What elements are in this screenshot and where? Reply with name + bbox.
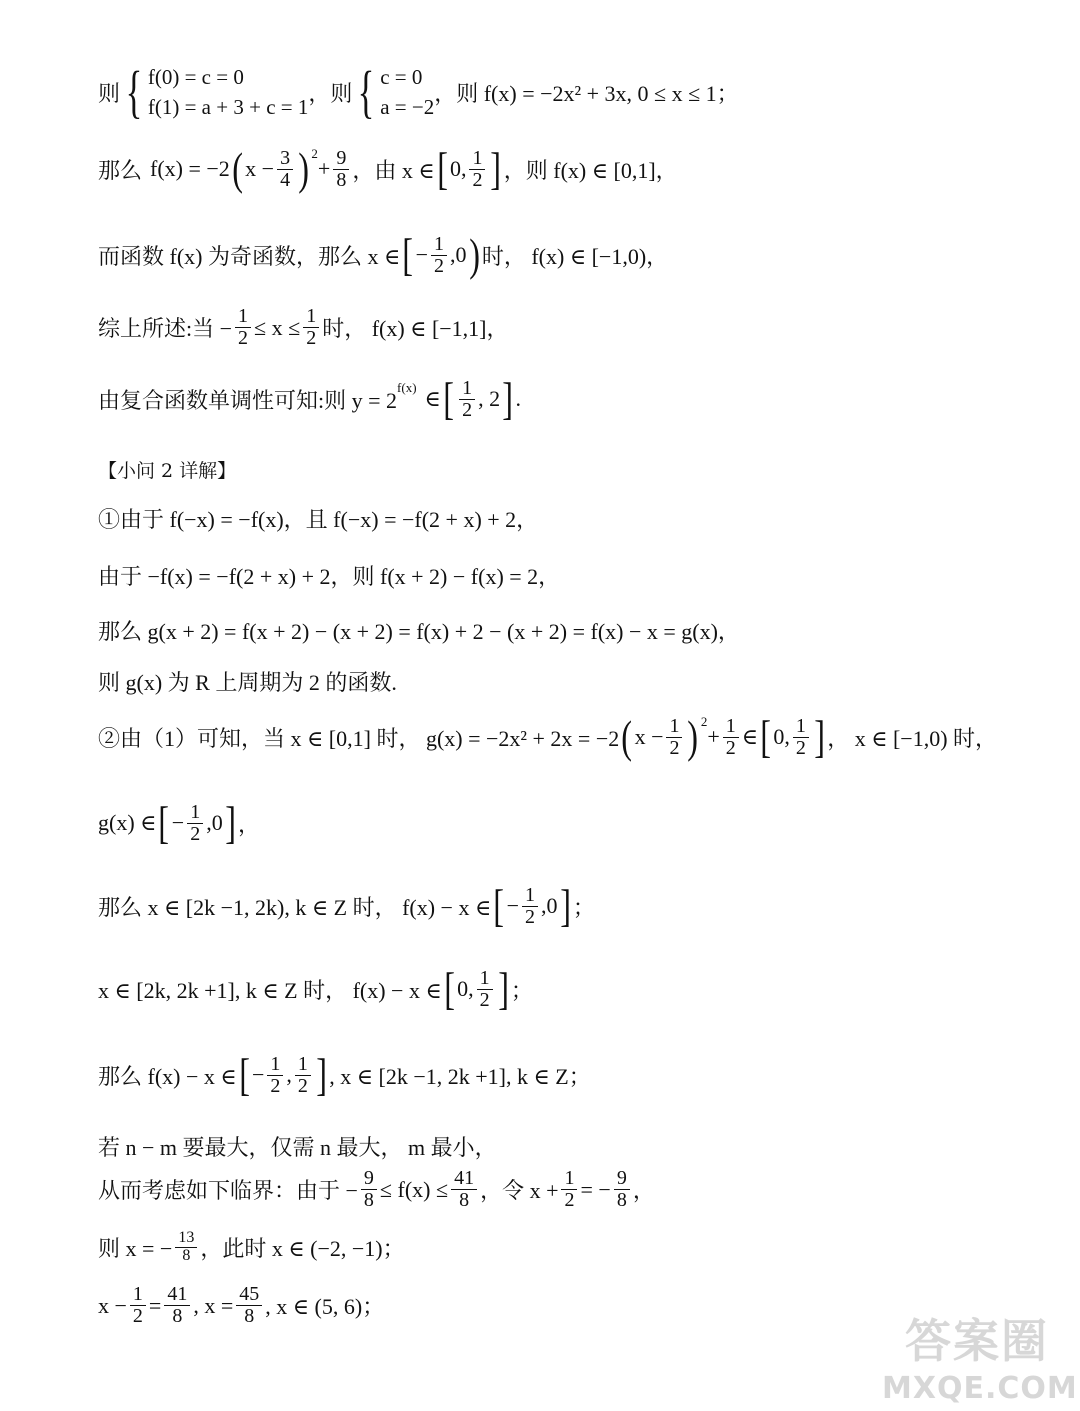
fraction: $\frac{1}{2}$ (469, 148, 485, 191)
equation-line-12: 那么 x ∈ [2k −1, 2k), k ∈ Z 时， f(x) − x ∈ [ − $\frac{1}{2}$ ,0 ] ； (98, 880, 595, 931)
text: 时， f(x) ∈ [−1,0)， (481, 243, 669, 269)
equation-line-7: 由于 −f(x) = −f(2 + x) + 2，则 f(x + 2) − f(x) = 2， (98, 564, 561, 589)
equation-line-13: x ∈ [2k, 2k +1], k ∈ Z 时， f(x) − x ∈ [ 0, $\frac{1}{2}$ ] ； (98, 963, 533, 1014)
text: ， (632, 1178, 655, 1203)
equation-line-9: 则 g(x) 为 R 上周期为 2 的函数. (98, 670, 397, 695)
fraction: $\frac{1}{2}$ (477, 968, 493, 1011)
system-row: c = 0 (380, 65, 423, 89)
fraction: $\frac{1}{2}$ (666, 716, 682, 759)
text: g(x) ∈ (98, 810, 157, 835)
fraction: $\frac{1}{2}$ (187, 802, 203, 845)
text: ，由 x ∈ (352, 157, 435, 183)
text: f(x) = −2 (150, 156, 230, 181)
text: 综上所述:当 − (98, 316, 233, 341)
text: x − (634, 724, 664, 749)
text: 从而考虑如下临界：由于 − (98, 1178, 358, 1203)
equation-line-18 (98, 1284, 384, 1327)
fraction: $\frac{1}{2}$ (793, 716, 809, 759)
fraction: $\frac{13}{8}$ (175, 1230, 197, 1265)
text: . (515, 386, 521, 411)
fraction: $\frac{45}{8}$ (236, 1284, 262, 1327)
fraction: $\frac{1}{2}$ (431, 234, 447, 277)
fraction: $\frac{1}{2}$ (235, 306, 251, 349)
equation-line-15: 若 n − m 要最大，仅需 n 最大， m 最小， (98, 1135, 497, 1160)
equation-line-4 (98, 306, 509, 349)
fraction: $\frac{1}{2}$ (522, 885, 538, 928)
text: x ∈ [2k, 2k +1], k ∈ Z 时， f(x) − x ∈ (98, 977, 442, 1003)
text: = − (580, 1176, 611, 1202)
fraction: $\frac{9}{8}$ (333, 148, 349, 191)
text: 由复合函数单调性可知:则 y = 2 (98, 387, 398, 413)
equation-line-1 (98, 59, 739, 125)
watermark-text: 答案圈 (905, 1314, 1049, 1368)
system-row: a = −2 (380, 95, 435, 120)
text: ，则 (308, 80, 353, 106)
text: ， x ∈ [−1,0) 时， (827, 725, 998, 751)
left-brace: { (125, 59, 143, 125)
fraction: $\frac{9}{8}$ (361, 1168, 377, 1211)
text: ； (572, 894, 595, 920)
equation-line-5: 由复合函数单调性可知:则 y = 2 $^{f(x)}$ ∈ [ $\frac{1}{2}$ , 2 ] . (98, 373, 521, 424)
fraction: $\frac{3}{4}$ (277, 148, 293, 191)
fraction: $\frac{41}{8}$ (164, 1284, 190, 1327)
text: 那么 x ∈ [2k −1, 2k), k ∈ Z 时， f(x) − x ∈ (98, 894, 492, 920)
fraction: $\frac{1}{2}$ (459, 378, 475, 421)
fraction: $\frac{1}{2}$ (295, 1054, 311, 1097)
text: ≤ x ≤ (254, 314, 301, 340)
text: x − (98, 1292, 127, 1318)
text: ， (238, 811, 261, 837)
fraction: $\frac{1}{2}$ (303, 306, 319, 349)
system-row: f(1) = a + 3 + c = 1 (147, 95, 309, 120)
equation-line-3: 而函数 f(x) 为奇函数，那么 x ∈ [ − $\frac{1}{2}$ ,0 ) 时， f(x) ∈ [−1,0)， (98, 229, 669, 280)
text: , x ∈ [2k −1, 2k +1], k ∈ Z； (329, 1063, 591, 1089)
equation-line-2: 那么 f(x) = −2 ( x − $\frac{3}{4}$ ) $^2$ + $\frac{9}{8}$ ，由 x ∈ [ 0, $\frac{1}{2}$ ] ，则 f(x) ∈ [0,1]， (98, 143, 678, 194)
text: , 2 (478, 386, 501, 411)
equation-line-17 (98, 1230, 405, 1265)
equation-line-6: ①由于 f(−x) = −f(x)，且 f(−x) = −f(2 + x) + 2， (98, 507, 539, 532)
watermark-logo (882, 1305, 1078, 1406)
text: 那么 f(x) − x ∈ (98, 1063, 237, 1089)
equation-line-8: 那么 g(x + 2) = f(x + 2) − (x + 2) = f(x) + 2 − (x + 2) = f(x) − x = g(x)， (98, 619, 740, 644)
text: ，令 x + (480, 1178, 559, 1203)
fraction: $\frac{1}{2}$ (130, 1284, 146, 1327)
text: ，则 f(x) = −2x² + 3x, 0 ≤ x ≤ 1； (434, 80, 739, 106)
text: , x = (193, 1292, 234, 1318)
system-row: f(0) = c = 0 (147, 65, 244, 89)
text: ∈ (741, 724, 759, 749)
equation-system-1 (120, 59, 309, 125)
watermark-url: MXQE.COM (882, 1371, 1078, 1406)
left-brace: { (357, 59, 375, 125)
text: 而函数 f(x) 为奇函数，那么 x ∈ (98, 243, 401, 269)
text: ∈ (424, 386, 441, 411)
text: + (707, 724, 720, 749)
equation-line-11: g(x) ∈ [ − $\frac{1}{2}$ ,0 ] ， (98, 797, 261, 848)
text: ，则 f(x) ∈ [0,1]， (503, 157, 678, 183)
text: ； (510, 977, 533, 1003)
fraction: $\frac{1}{2}$ (723, 716, 739, 759)
text: ，此时 x ∈ (−2, −1)； (200, 1235, 405, 1261)
equation-line-16 (98, 1168, 655, 1211)
text: 那么 (98, 157, 143, 183)
text: 时， f(x) ∈ [−1,1]， (322, 316, 509, 341)
equation-system-2 (352, 59, 435, 125)
text: 则 x = − (98, 1235, 173, 1261)
text: ≤ f(x) ≤ (379, 1176, 449, 1202)
text: 则 (98, 80, 121, 106)
text: x − (245, 156, 275, 181)
superscript: f(x) (397, 380, 417, 395)
fraction: $\frac{1}{2}$ (561, 1168, 577, 1211)
text: + (317, 156, 331, 181)
fraction: $\frac{41}{8}$ (451, 1168, 477, 1211)
text: ②由（1）可知，当 x ∈ [0,1] 时， g(x) = −2x² + 2x = −2 (98, 725, 620, 751)
fraction: $\frac{1}{2}$ (267, 1054, 283, 1097)
fraction: $\frac{9}{8}$ (614, 1168, 630, 1211)
section-heading: 【小问 2 详解】 (98, 460, 237, 482)
equation-line-14: 那么 f(x) − x ∈ [ − $\frac{1}{2}$ , $\frac{1}{2}$ ] , x ∈ [2k −1, 2k +1], k ∈ Z； (98, 1049, 591, 1100)
text: = (148, 1292, 162, 1318)
equation-line-10: ②由（1）可知，当 x ∈ [0,1] 时， g(x) = −2x² + 2x = −2 ( x − $\frac{1}{2}$ ) $^2$ + $\frac{1}{2}$ ∈ [ 0, $\frac{1}{2}$ ] ， x ∈ [−1,0) 时， (98, 711, 998, 762)
text: , x ∈ (5, 6)； (265, 1294, 385, 1319)
